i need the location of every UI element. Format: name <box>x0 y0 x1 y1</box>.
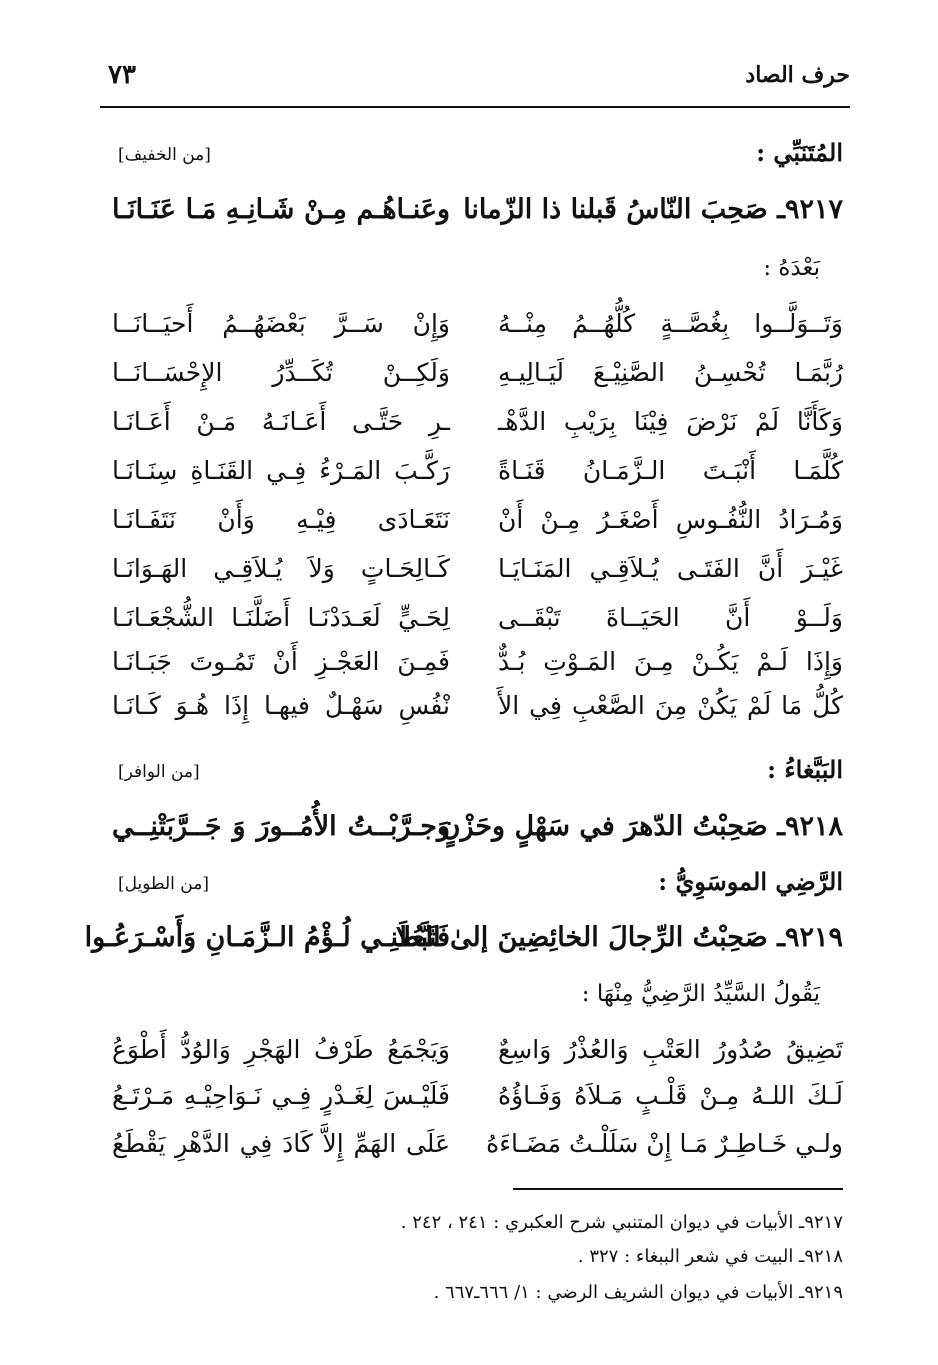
meter-label: [من الطويل] <box>118 874 209 894</box>
verse-first-hemistich: وَكَأَنَّا لَمْ نَرْضَ فِيْنَا بِرَيْبِ الدَّهْـ <box>498 407 843 436</box>
verse-first-hemistich: كُلَّمَـا أَنْبَـتَ الـزَّمَـانُ قَنَـاةً <box>498 456 843 485</box>
verse-first-hemistich: رُبَّمَـا تُحْسِـنُ الصَّنِيْـعَ لَيَـالِيـهِ <box>498 358 843 387</box>
verse-line <box>0 302 938 346</box>
chapter-title: حرف الصاد <box>745 62 850 88</box>
verse-line <box>0 640 938 684</box>
headline-verse <box>0 916 938 960</box>
verse-line <box>0 449 938 493</box>
intro-note: بَعْدَهُ : <box>763 255 820 281</box>
header-rule <box>100 106 850 108</box>
footnote: ٩٢١٧ـ الأبيات في ديوان المتنبي شرح العكبري : ٢٤١ ، ٢٤٢ . <box>400 1212 843 1233</box>
verse-first-hemistich: ٩٢١٨ـ صَحِبْتُ الدّهرَ في سَهْلٍ وحَزْنٍ <box>440 811 843 842</box>
verse-first-hemistich: وَإِذَا لَـمْ يَكُـنْ مِـنَ المَـوْتِ بُـدٌّ <box>498 647 843 676</box>
page-number: ٧٣ <box>108 60 136 90</box>
verse-line <box>0 684 938 728</box>
verse-first-hemistich: غَيْـرَ أَنَّ الفَتَـى يُـلاَقِـي المَنَـايَـا <box>498 554 843 583</box>
headline-verse <box>0 805 938 849</box>
verse-line <box>0 1074 938 1118</box>
footnote: ٩٢١٨ـ البيت في شعر الببغاء : ٣٢٧ . <box>577 1246 843 1267</box>
intro-note: يَقُولُ السَّيِّدُ الرَّضِيُّ مِنْهَا : <box>581 981 820 1007</box>
verse-first-hemistich: ولـي خَـاطِـرٌ مَـا إِنْ سَلَلْـتُ مَضَـاءَهُ <box>486 1129 843 1158</box>
verse-second-hemistich: ـرِ حَتَّـى أَعَـانَـهُ مَـنْ أَعَـانَـا <box>112 407 450 436</box>
verse-second-hemistich: وَيَجْمَعُ طَرْفُ الهَجْرِ وَالوُدُّ أَطْوَعُ <box>112 1035 450 1064</box>
verse-first-hemistich: كُلُّ مَا لَمْ يَكُنْ مِنَ الصَّعْبِ فِي الأَ <box>498 691 843 720</box>
footnote: ٩٢١٩ـ الأبيات في ديوان الشريف الرضي : ١/ ٦٦٦ـ٦٦٧ . <box>433 1282 843 1303</box>
poet-name: الرَّضِي الموسَوِيُّ : <box>658 867 843 896</box>
verse-first-hemistich: وَلَــوْ أَنَّ الحَيَــاةَ تَبْقَــى <box>498 603 843 632</box>
poet-name: المُتَنَبِّي : <box>756 138 843 167</box>
verse-second-hemistich: وَجـرَّبْــتُ الأُمُــورَ وَ جَــرَّبَتْنِــي <box>112 811 450 842</box>
headline-verse <box>0 188 938 232</box>
verse-second-hemistich: كَـالِحَـاتٍ وَلاَ يُـلاَقِـي الهَـوَانَـا <box>112 554 450 583</box>
poet-name: البَبَّغاءُ : <box>767 755 843 784</box>
verse-second-hemistich: رَكَّـبَ المَـرْءُ فِـي القَنَـاةِ سِنَـانَـا <box>112 456 450 485</box>
verse-second-hemistich: نْفُسِ سَهْـلٌ فيهـا إِذَا هُـوَ كَـانَـا <box>112 691 450 720</box>
meter-label: [من الخفيف] <box>118 145 211 165</box>
verse-second-hemistich: لِحَـيٍّ لَعَـدَدْنَـا أَضَلَّنَـا الشُّجْعَـانَـا <box>112 603 450 632</box>
verse-second-hemistich: فَمِـنَ العَجْـزِ أَنْ تَمُـوتَ جَبَـانَـا <box>112 647 450 676</box>
verse-line <box>0 596 938 640</box>
verse-second-hemistich: وَلَكِــنْ تُكَــدِّرُ الإِحْسَــانَــا <box>112 358 450 387</box>
page-header <box>100 60 850 100</box>
verse-line <box>0 351 938 395</box>
verse-line <box>0 1122 938 1166</box>
verse-second-hemistich: وعَنـاهُـم مِـنْ شَـانِـهِ مَـا عَنَـانَـا <box>112 194 450 225</box>
footnote-rule <box>513 1188 843 1190</box>
verse-first-hemistich: لَـكَ اللـهُ مِـنْ قَلْـبٍ مَـلاَهُ وَفَـاؤُهُ <box>498 1081 843 1110</box>
verse-second-hemistich: وَإِنْ سَــرَّ بَعْضَهُــمُ أَحيَــانَــا <box>112 309 450 338</box>
verse-first-hemistich: تَضِيقُ صُدُورُ العَتْبِ وَالعُذْرُ وَاسِعٌ <box>498 1035 843 1064</box>
verse-line <box>0 1028 938 1072</box>
verse-second-hemistich: فَلَيْـسَ لِغَـدْرٍ فِـي نَـوَاحِيْـهِ مَـرْتَـعُ <box>112 1081 450 1110</box>
verse-first-hemistich: وَتَــوَلَّــوا بِغُصَّــةٍ كُلُّهُــمُ مِنْــهُ <box>498 309 843 338</box>
verse-line <box>0 547 938 591</box>
meter-label: [من الوافر] <box>118 762 200 782</box>
verse-first-hemistich: وَمُـرَادُ النُّفُـوسِ أَصْغَـرُ مِـنْ أَنْ <box>498 505 843 534</box>
verse-first-hemistich: ٩٢١٧ـ صَحِبَ النّاسُ قَبلنا ذا الزّمانا <box>463 194 843 225</box>
verse-first-hemistich: ٩٢١٩ـ صَحِبْتُ الرِّجالَ الخائِضِينَ إلىٰ العُلا <box>395 922 843 953</box>
verse-second-hemistich: نَتَعَـادَى فِيْـهِ وَأَنْ نَتَفَـانَـا <box>112 505 450 534</box>
verse-second-hemistich: عَلَى الهَمِّ إِلاَّ كَادَ فِي الدَّهْرِ يَقْطَعُ <box>112 1129 450 1158</box>
verse-second-hemistich: فَثَبَّطَنِـي لُـؤْمُ الـزَّمَـانِ وَأَسْـرَعُـوا <box>84 922 450 953</box>
verse-line <box>0 498 938 542</box>
verse-line <box>0 400 938 444</box>
